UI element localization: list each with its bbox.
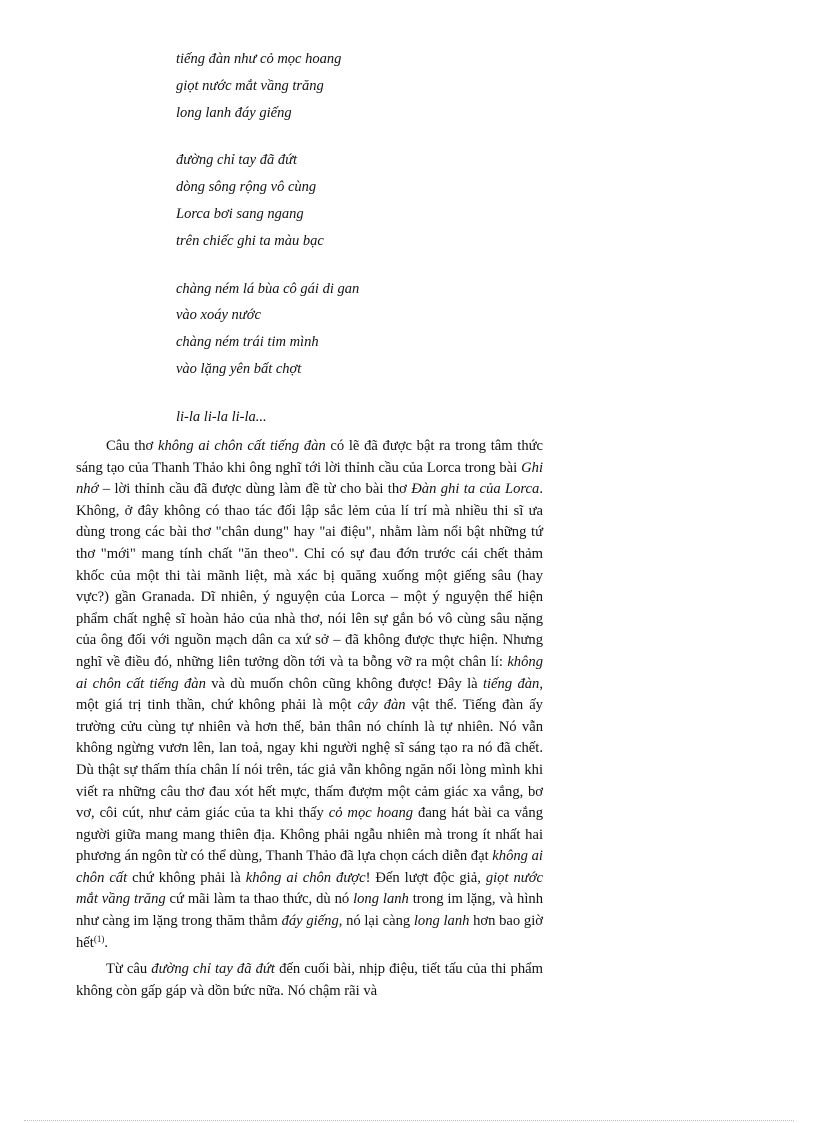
poem-line: li-la li-la li-la...: [176, 408, 267, 425]
text-run: chứ không phải là: [127, 869, 246, 886]
emphasis-text: tiếng đàn: [482, 675, 540, 692]
emphasis-text: cỏ mọc hoang: [328, 805, 414, 822]
text-run: – lời thỉnh cầu đã được dùng làm đề từ cho bài thơ: [98, 481, 412, 498]
paragraph: [76, 959, 543, 1002]
poem-stanza: [176, 147, 556, 254]
text-run: .: [104, 934, 108, 951]
poem-line: long lanh đáy giếng: [176, 104, 292, 121]
emphasis-text: giọt nước mắt vầng trăng: [76, 869, 543, 908]
emphasis-text: Ghi nhớ: [76, 459, 543, 498]
poem-line: chàng ném trái tim mình: [176, 334, 319, 351]
poem-stanza: [176, 276, 556, 383]
text-run: trong im lặng, và hình như càng im lặng trong thăm thẳm: [76, 891, 543, 930]
emphasis-text: long lanh: [353, 891, 409, 908]
text-run: . Không, ở đây không có thao tác đối lập sắc lẻm của lí trí mà nhiều thi sĩ ưa dùng trong các bài thơ "chân dung" hay "ai điệu", nhằm làm nổi bật những tứ thơ "mới" mang tính chất "ăn theo". Chỉ có sự đau đớn trước cái chết thảm khốc của một thi tài mãnh liệt, mà xác bị quăng xuống một giếng sâu (hay vực?) gần Granada. Dĩ nhiên, ý nguyện của Lorca – một ý nguyện thể hiện phẩm chất nghệ sĩ hoàn hảo của nhà thơ, nói lên sự gắn bó vô cùng sâu nặng của ông đối với nguồn mạch dân ca xứ sở – đã không được thực hiện. Nhưng nghĩ về điều đó, những liên tưởng dồn tới và ta bỗng vỡ ra một chân lí:: [76, 481, 543, 670]
poem-stanza: [176, 404, 556, 431]
text-run: cứ mãi làm ta thao thức, dù nó: [165, 891, 354, 908]
text-run: ! Đến lượt độc giả,: [365, 869, 486, 886]
text-run: , một giá trị tinh thần, chứ không phải là một: [76, 675, 543, 714]
text-run: hơn bao giờ hết: [76, 913, 543, 951]
paragraph: [76, 436, 543, 954]
emphasis-text: không ai chôn cất: [76, 848, 543, 886]
emphasis-text: cây đàn: [357, 697, 406, 714]
footnote-ref: (1): [93, 933, 105, 944]
emphasis-text: Đàn ghi ta của Lorca: [411, 481, 540, 498]
emphasis-text: không ai chôn cất tiếng đàn: [157, 438, 326, 454]
emphasis-text: long lanh: [413, 913, 470, 930]
poem-line: trên chiếc ghi ta màu bạc: [176, 232, 324, 249]
emphasis-text: đường chỉ tay đã đứt: [151, 961, 275, 978]
prose-body: [76, 436, 543, 1002]
emphasis-text: không ai chôn cất tiếng đàn: [76, 653, 543, 692]
poem-line: Lorca bơi sang ngang: [176, 205, 304, 222]
emphasis-text: không ai chôn được: [245, 869, 366, 886]
poem-stanza: [176, 46, 556, 126]
poem-line: vào xoáy nước: [176, 307, 261, 324]
text-run: Từ câu: [106, 961, 152, 978]
text-run: đến cuối bài, nhịp điệu, tiết tấu của thi phẩm không còn gấp gáp và dồn bức nữa. Nó chậm rãi và: [76, 961, 544, 999]
poem-excerpt: [176, 46, 556, 431]
page-bottom-rule: [24, 1120, 794, 1121]
poem-line: giọt nước mắt vầng trăng: [176, 77, 324, 94]
poem-line: vào lặng yên bất chợt: [176, 360, 302, 377]
emphasis-text: đáy giếng: [281, 913, 339, 930]
poem-line: đường chỉ tay đã đứt: [176, 152, 298, 169]
poem-line: tiếng đàn như cỏ mọc hoang: [176, 51, 342, 67]
text-run: và dù muốn chôn cũng không được! Đây là: [205, 675, 483, 692]
text-run: có lẽ đã được bật ra trong tâm thức sáng tạo của Thanh Thảo khi ông nghĩ tới lời thỉnh cầu của Lorca trong bài: [76, 438, 544, 476]
poem-line: chàng ném lá bùa cô gái di gan: [176, 280, 360, 297]
text-run: vật thể. Tiếng đàn ấy trường cửu cùng tự nhiên và hơn thế, bản thân nó chính là tự nhiên. Nó vẫn không ngừng vươn lên, lan toả, ngay khi người nghệ sĩ sáng tạo ra nó đã chết. Dù thật sự thấm thía chân lí nói trên, tác giả vẫn không ngăn nổi lòng mình khi viết ra những câu thơ đau xót hết mực, thấm đượm một cảm giác xa vắng, bơ vơ, côi cút, như cảm giác của ta khi thấy: [76, 697, 543, 822]
poem-line: dòng sông rộng vô cùng: [176, 179, 317, 196]
text-run: , nó lại càng: [338, 913, 414, 930]
text-run: Câu thơ: [106, 438, 158, 454]
text-run: đang hát bài ca vắng người giữa mang mang thiên địa. Không phải ngẫu nhiên mà trong ít nhất hai phương án ngôn từ có thể dùng, Thanh Thảo đã lựa chọn cách diễn đạt: [76, 805, 543, 865]
